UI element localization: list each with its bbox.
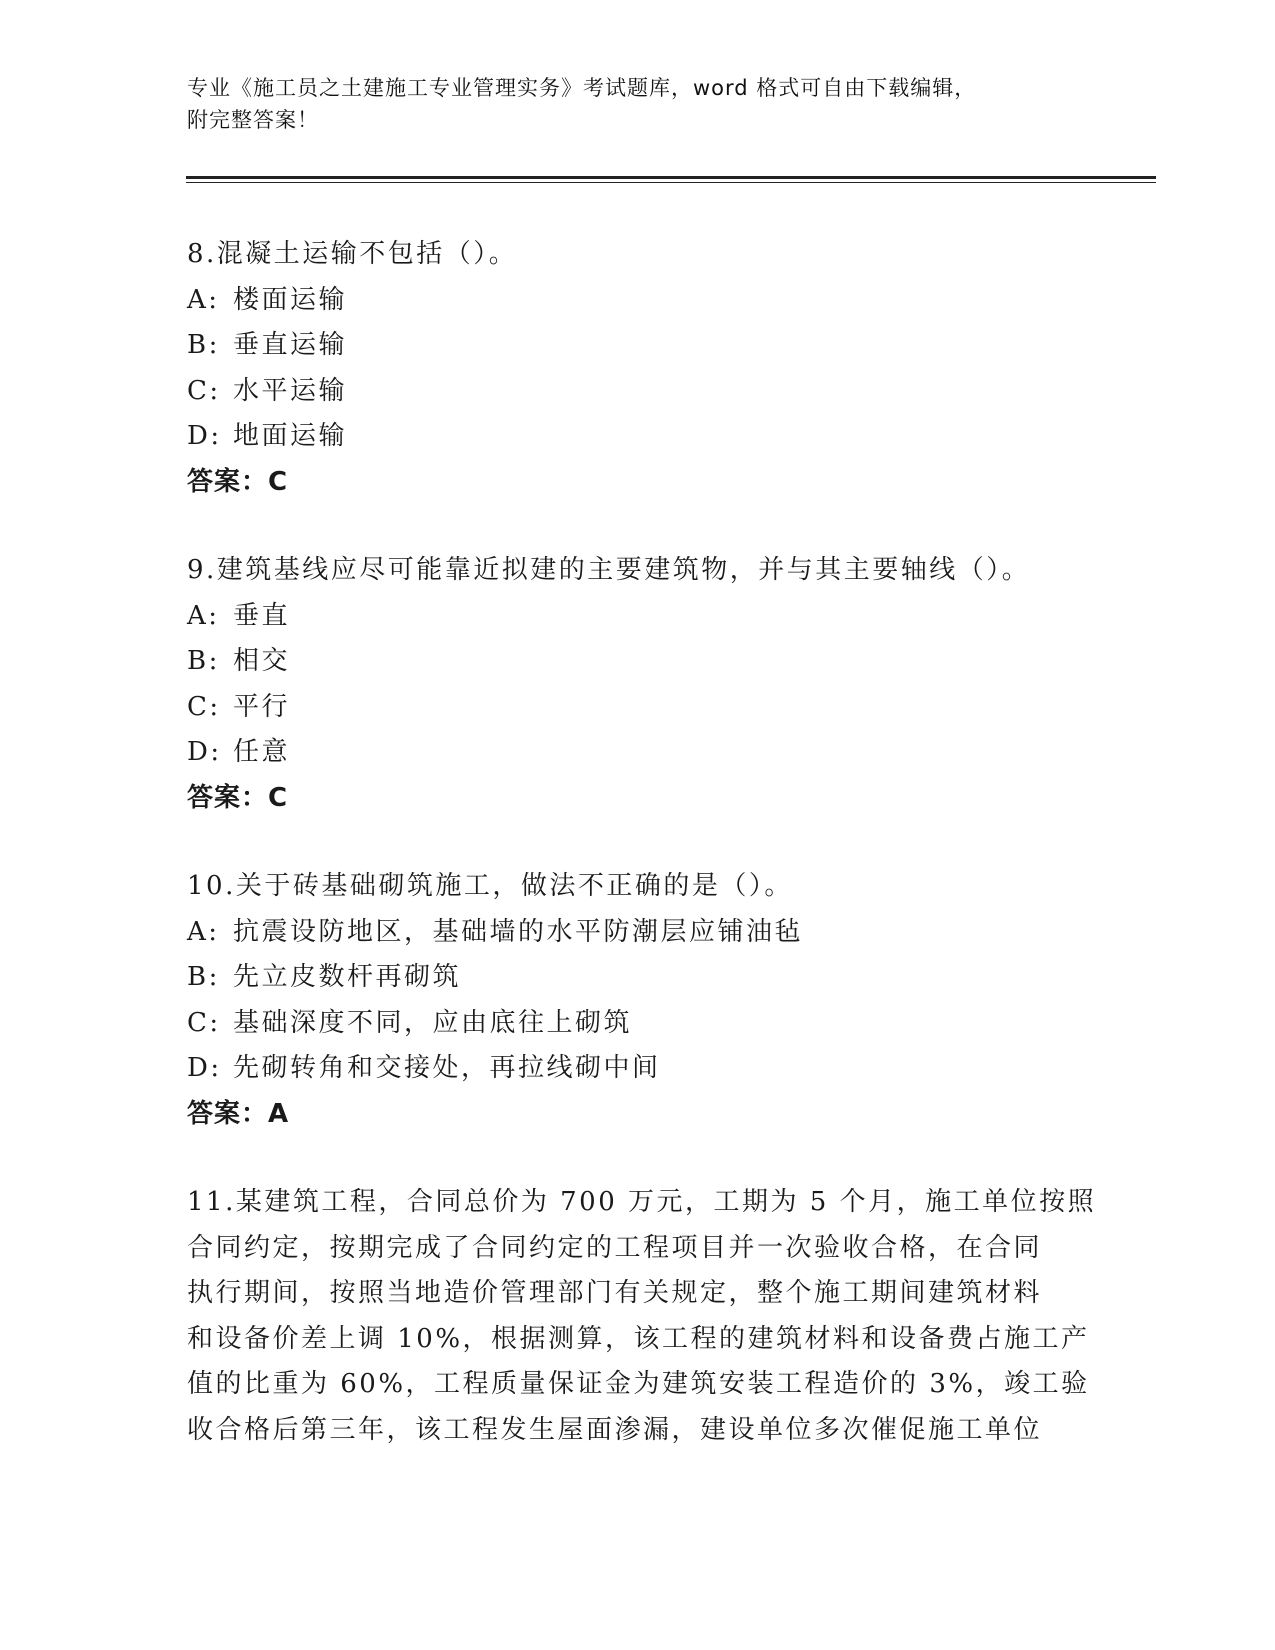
option-text: 抗震设防地区，基础墙的水平防潮层应铺油毡 [233,916,804,947]
question-stem-line: 值的比重为 60%，工程质量保证金为建筑安装工程造价的 3%，竣工验 [187,1369,1090,1399]
question-stem-line: 执行期间，按照当地造价管理部门有关规定，整个施工期间建筑材料 [187,1278,1043,1308]
question-stem-line: 和设备价差上调 10%，根据测算，该工程的建筑材料和设备费占施工产 [187,1323,1090,1354]
option-key: D: [187,421,222,451]
question-stem-line: 收合格后第三年，该工程发生屋面渗漏，建设单位多次催促施工单位 [187,1414,1043,1445]
option-d [187,730,1087,776]
option-text: 先立皮数杆再砌筑 [233,962,462,992]
answer-value: C [268,466,289,497]
option-b [187,955,1087,1001]
option-key: D: [187,737,222,767]
option-key: A: [187,916,220,947]
question-8 [187,232,1087,505]
option-text: 任意 [233,737,291,767]
option-text: 地面运输 [233,421,348,451]
option-key: A: [187,600,220,631]
answer-label: 答案： [187,782,269,813]
question-list [187,232,1097,1496]
option-text: 基础深度不同，应由底往上砌筑 [233,1007,633,1038]
answer-line [187,1092,1087,1138]
option-c [187,369,1087,415]
option-text: 相交 [233,646,291,676]
question-stem: 8.混凝土运输不包括（）。 [187,239,518,269]
answer-value: A [268,1098,290,1129]
header-line-2: 附完整答案！ [187,108,319,132]
option-key: C: [187,1007,221,1038]
option-a [187,278,1087,324]
document-header [187,72,1087,136]
option-key: D: [187,1053,222,1083]
option-key: C: [187,375,221,406]
option-key: C: [187,691,221,722]
answer-line [187,460,1087,506]
option-text: 水平运输 [233,375,348,406]
answer-label: 答案： [187,466,269,497]
answer-label: 答案： [187,1098,269,1129]
question-11 [187,1180,1097,1453]
question-10 [187,864,1087,1137]
option-d [187,1046,1087,1092]
option-a [187,910,1087,956]
header-divider-thin [186,182,1156,183]
option-c [187,685,1087,731]
option-text: 垂直 [233,600,291,631]
option-a [187,594,1087,640]
option-d [187,414,1087,460]
header-line-1: 专业《施工员之土建施工专业管理实务》考试题库，word 格式可自由下载编辑， [187,76,977,100]
option-text: 楼面运输 [233,284,348,315]
answer-line [187,776,1087,822]
question-stem-line: 11.某建筑工程，合同总价为 700 万元，工期为 5 个月，施工单位按照 [187,1187,1097,1217]
question-9 [187,548,1087,821]
option-key: B: [187,962,220,992]
option-key: A: [187,284,220,315]
question-stem: 10.关于砖基础砌筑施工，做法不正确的是（）。 [187,871,793,901]
question-stem-line: 合同约定，按期完成了合同约定的工程项目并一次验收合格，在合同 [187,1232,1043,1263]
option-b [187,639,1087,685]
option-text: 平行 [233,691,291,722]
option-text: 垂直运输 [233,330,348,360]
answer-value: C [268,782,289,813]
option-c [187,1001,1087,1047]
question-stem: 9.建筑基线应尽可能靠近拟建的主要建筑物，并与其主要轴线（）。 [187,555,1031,585]
header-divider-thick [186,176,1156,179]
option-key: B: [187,646,220,676]
option-key: B: [187,330,220,360]
option-b [187,323,1087,369]
option-text: 先砌转角和交接处，再拉线砌中间 [233,1053,661,1083]
